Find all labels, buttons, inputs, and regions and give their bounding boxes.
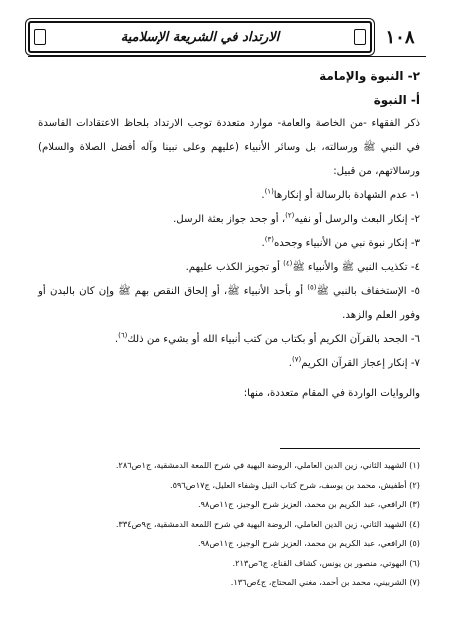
footnote-ref: (١) [264,187,274,196]
section-heading: ٢- النبوة والإمامة [319,69,420,83]
footnote: (٣) الرافعي، عبد الكريم بن محمد، العزيز شرح الوجيز، ج١١ص٩٨. [198,499,420,509]
footnote-ref: (٣) [264,235,274,244]
footnote-ref: (٤) [283,259,293,268]
main-content [38,64,420,406]
list-item: ١- عدم الشهادة بالرسالة أو إنكارها$^{(١)}$. [261,187,420,201]
footnote-ref: (٢) [285,211,295,220]
footnote: (١) الشهيد الثاني، زين الدين العاملي، الروضة البهية في شرح اللمعة الدمشقية، ج١ص٢٨٦. [115,460,420,470]
footnote: (٢) أطفيش، محمد بن يوسف، شرح كتاب النيل وشفاء العليل، ج١٧ص٥٩٦. [169,479,420,490]
footnote: (٥) الرافعي، عبد الكريم بن محمد، العزيز شرح الوجيز، ج١١ص٩٨. [198,538,420,548]
running-title: الارتداد في الشريعة الإسلامية [120,29,280,45]
footnote-separator [280,448,420,449]
list-item: ٦- الجحد بالقرآن الكريم أو بكتاب من كتب أنبياء الله أو بشيء من ذلك$^{(٦)}$. [114,331,420,345]
list-item: ٥- الإستخفاف بالنبي ﷺ$^{(٥)}$ أو بأحد الأنبياء ﷺ، أو إلحاق النقص بهم ﷺ وإن كان بالبدن أو وفور العلم والزهد. [38,283,420,321]
header-rule [28,56,426,57]
list-item: ٧- إنكار إعجاز القرآن الكريم$^{(٧)}$. [288,355,420,369]
closing-line: والروايات الواردة في المقام متعددة، منها: [243,388,420,399]
page-header [28,18,426,56]
list-item: ٢- إنكار البعث والرسل أو نفيه$^{(٢)}$، أو جحد جواز بعثة الرسل. [173,211,420,225]
running-title-frame [28,21,372,53]
footnote-ref: (٦) [118,331,128,340]
footnotes [30,456,420,593]
footnote-ref: (٥) [307,283,317,292]
list-item: ٤- تكذيب النبي ﷺ والأنبياء ﷺ$^{(٤)}$ أو تجويز الكذب عليهم. [185,259,420,273]
footnote: (٦) البهوتي، منصور بن يونس، كشاف القناع، ج٦ص٢١٣. [232,557,420,568]
footnote-ref: (٧) [292,355,302,364]
page-number: ١٠٨ [385,26,415,48]
list-item: ٣- إنكار نبوة نبي من الأنبياء وجحده$^{(٣)}$. [261,235,420,249]
footnote: (٧) الشربيني، محمد بن أحمد، مغني المحتاج، ج٤ص١٣٦. [230,577,420,587]
intro-paragraph: ذكر الفقهاء -من الخاصة والعامة- موارد متعددة توجب الارتداد بلحاظ الاعتقادات الفاسدة في النبي ﷺ ورسالته، بل وسائر الأنبياء (عليهم وعلى نبينا وآله أفضل الصلاة والسلام) ورسالاتهم، من قبيل: [38,118,420,177]
subsection-heading: أ- النبوة [373,93,420,107]
footnote: (٤) الشهيد الثاني، زين الدين العاملي، الروضة البهية في شرح اللمعة الدمشقية، ج٩ص٣٣٤. [115,518,420,529]
